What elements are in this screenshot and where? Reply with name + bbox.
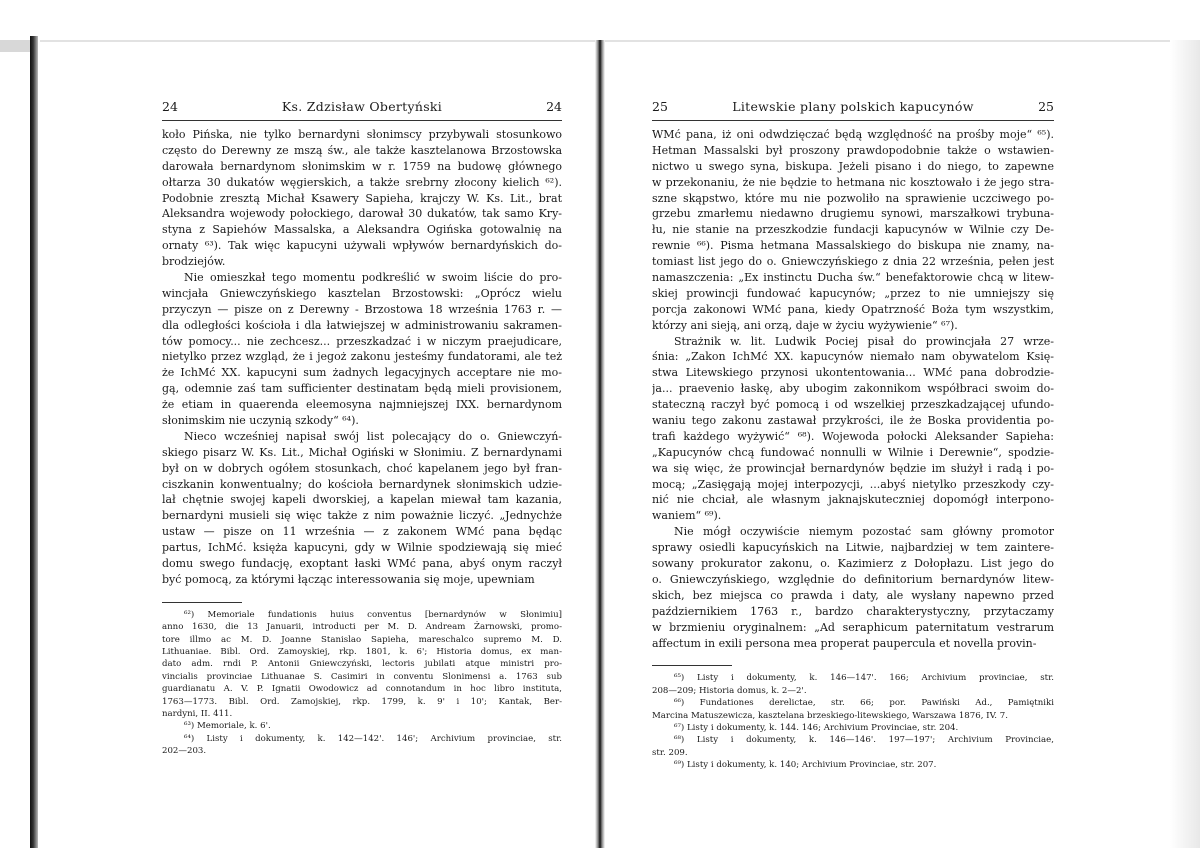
text-line: partus, IchMć. księża kapucyni, gdy w Wilnie spodziewają się mieć	[162, 541, 562, 555]
right-running-head	[652, 96, 1054, 118]
left-page	[162, 96, 562, 758]
footnote-line: ⁶⁴) Listy i dokumenty, k. 142—142'. 146'; Archivium provinciae, str.	[184, 733, 562, 744]
footnotes	[162, 609, 562, 758]
text-line: tomiast list jego do o. Gniewczyńskiego z dnia 22 września, pełen jest	[652, 255, 1054, 269]
text-line: brodziejów.	[162, 255, 226, 269]
text-line: październikiem 1763 r., bardzo charakterystyczny, przytaczamy	[652, 604, 1054, 618]
text-line: stwa Litewskiego przynosi ukontentowania... WMć pana dobrodzie-	[652, 366, 1054, 380]
footnotes	[652, 672, 1054, 771]
text-line: dla odległości kościoła i dla łatwiejszej w administrowaniu sakramen-	[162, 318, 562, 332]
text-line: przyczyn — pisze on z Derewny - Brzostowa 18 września 1763 r. —	[162, 302, 562, 316]
footnote-line: anno 1630, die 13 Januarii, introducti per M. D. Andream Żarnowski, promo-	[162, 622, 562, 633]
text-line: skiej prowincji fundować kapucynów; „przez to nie umniejszy się	[652, 286, 1054, 300]
text-line: o. Gniewczyńskiego, względnie do definitorium bernardynów litew-	[652, 572, 1054, 586]
footnote-line: Lithuaniae. Bibl. Ord. Zamoyskiej, rkp. 1801, k. 6'; Historia domus, ex man-	[162, 647, 562, 657]
book-gutter	[595, 40, 605, 848]
page-number: 25	[652, 99, 668, 114]
text-line: „Kapucynów chcą fundować nonnulli w Wilnie i Derewnie“, spodzie-	[652, 445, 1054, 459]
text-line: stateczną raczył być pomocą i od wszelkiej przeszkadzającej ufundo-	[652, 398, 1054, 412]
text-line: koło Pińska, nie tylko bernardyni słonimscy przybywali stosunkowo	[162, 128, 562, 141]
text-line: skich, bez miejsca co prawda i daty, ale wysłany napewno przed	[652, 588, 1054, 602]
right-top-edge	[605, 40, 1170, 42]
text-line: być pomocą, za którymi łącząc interessowania się moje, upewniam	[162, 572, 535, 586]
text-line: śnia: „Zakon IchMć XX. kapucynów niemało nam obywatelom Księ-	[652, 350, 1054, 364]
footnote-line: 202—203.	[162, 746, 207, 757]
text-line: ja... praevenio łaskę, aby ubogim zakonnikom współbraci swoim do-	[652, 382, 1054, 396]
text-line: styna z Sapiehów Massalska, a Aleksandra Ogińska gotowalnię na	[162, 223, 562, 237]
text-line: Hetman Massalski był proszony prawdopodobnie także o wstawien-	[652, 143, 1054, 157]
left-running-head	[162, 96, 562, 118]
header-rule	[652, 120, 1054, 121]
text-line: Strażnik w. lit. Ludwik Pociej pisał do prowincjała 27 wrze-	[674, 334, 1054, 348]
page-number: 25	[1038, 99, 1054, 114]
footnote-line: ⁶²) Memoriale fundationis huius conventus [bernardynów w Słonimiu]	[184, 609, 562, 620]
text-line: lał chętnie swojej kapeli dworskiej, a kapelan miewał tam kazania,	[162, 493, 562, 507]
footnote-line: Marcina Matuszewicza, kasztelana brzeskiego-litewskiego, Warszawa 1876, IV. 7.	[652, 710, 1008, 721]
text-line: ciszkanin konwentualny; do kościoła bernardynek słonimskich udzie-	[162, 477, 562, 491]
text-line: WMć pana, iż oni odwdzięczać będą względność na prośby moje“ ⁶⁵).	[652, 128, 1054, 141]
footnote-line: dato adm. rndi P. Antonii Gniewczyński, lectoris jubilati atque ministri pro-	[162, 659, 562, 670]
footnote-separator	[652, 665, 732, 666]
footnote-line: ⁶⁶) Fundationes derelictae, str. 66; por. Pawiński Ad., Pamiętniki	[674, 698, 1054, 709]
footnote-line: str. 209.	[652, 747, 688, 758]
text-line: że IchMć XX. kapucyni sum żadnych legacyjnych acceptare nie mo-	[162, 366, 562, 380]
page-number: 24	[162, 99, 178, 114]
text-line: Nie mógł oczywiście niemym pozostać sam główny promotor	[674, 525, 1054, 539]
text-line: rewnie ⁶⁶). Pisma hetmana Massalskiego do biskupa nie znamy, na-	[652, 239, 1054, 253]
scan-edge-top-left	[0, 40, 30, 52]
text-line: ołtarza 30 dukatów węgierskich, a także srebrny złocony kielich ⁶²).	[162, 175, 562, 189]
footnote-line: ⁶⁹) Listy i dokumenty, k. 140; Archivium Provinciae, str. 207.	[674, 760, 937, 771]
running-title: Litewskie plany polskich kapucynów	[732, 99, 974, 114]
footnote-line: ⁶⁵) Listy i dokumenty, k. 146—147'. 166; Archivium provinciae, str.	[674, 673, 1054, 684]
header-rule	[162, 120, 562, 121]
footnote-line: 208—209; Historia domus, k. 2—2'.	[652, 685, 807, 696]
text-line: nić nie chciał, ale własnym jaknajskuteczniej dopomógł interpono-	[652, 493, 1054, 507]
text-line: w przekonaniu, że nie będzie to hetmana nic kosztowało i że jego stra-	[652, 175, 1054, 189]
text-line: Podobnie zresztą Michał Ksawery Sapieha, krajczy W. Ks. Lit., brat	[162, 191, 562, 205]
text-line: bernardyni musieli się więc także z nim poważnie liczyć. „Jednychże	[162, 509, 562, 523]
right-page	[652, 96, 1054, 772]
footnote-line: ⁶⁸) Listy i dokumenty, k. 146—146'. 197—197'; Archivium Provinciae,	[674, 735, 1054, 746]
footnote-line: nardyni, II. 411.	[162, 708, 233, 719]
left-top-edge	[40, 40, 595, 42]
text-line: nictwo u swego syna, biskupa. Jeżeli pisano i do niego, to zapewne	[652, 159, 1054, 173]
footnote-line: tore illmo ac M. D. Joanne Stanislao Sapieha, mareschalco supremo M. D.	[162, 634, 562, 645]
text-line: Nieco wcześniej napisał swój list polecający do o. Gniewczyń-	[184, 429, 562, 443]
footnote-line: guardianatu A. V. P. Ignatii Owodowicz ad connotandum in hoc libro instituta,	[162, 684, 562, 695]
footnote-line: ⁶⁷) Listy i dokumenty, k. 144. 146; Archivium Provinciae, str. 204.	[674, 722, 959, 733]
body-text	[162, 127, 562, 588]
text-line: Nie omieszkał tego momentu podkreślić w swoim liście do pro-	[184, 271, 562, 285]
text-line: szne skąpstwo, które mu nie pozwoliło na sprawienie uczciwego po-	[652, 191, 1054, 205]
footnote-line: vincialis provinciae Lithuanae S. Casimiri in conventu Slonimensi a. 1763 sub	[162, 671, 562, 682]
text-line: ustaw — pisze on 11 września — z zakonem WMć pana będąc	[162, 525, 562, 539]
text-line: łu, nie stanie na przeszkodzie fundacji kapucynów w Wilnie czy De-	[652, 223, 1054, 237]
text-line: grzebu zmarłemu niedawno drugiemu synowi, marszałkowi trybuna-	[652, 207, 1054, 221]
text-line: był on w dobrych ogółem stosunkach, choć kapelanem jego był fran-	[162, 461, 562, 475]
text-line: affectum in exili persona mea properat paupercula et novella provin-	[652, 636, 1037, 650]
text-line: sowany prokurator zakonu, o. Kazimierz z Dołopłazu. List jego do	[652, 557, 1054, 571]
running-title: Ks. Zdzisław Obertyński	[281, 99, 443, 114]
text-line: darowała bernardynom słonimskim w r. 1759 na budowę głównego	[162, 159, 562, 173]
footnote-separator	[162, 602, 242, 603]
text-line: waniu tego zakonu zastawał przykrości, ile że Boska providentia po-	[652, 414, 1054, 428]
text-line: wa się więc, że prowincjał bernardynów będzie im służył i radą i po-	[652, 461, 1054, 475]
text-line: Aleksandra wojewody połockiego, darował 30 dukatów, tak samo Kry-	[162, 207, 562, 221]
text-line: namaszczenia: „Ex instinctu Ducha św.“ benefaktorowie chcą w litew-	[652, 271, 1054, 285]
text-line: słonimskim nie uczynią szkody“ ⁶⁴).	[162, 414, 359, 428]
text-line: ornaty ⁶³). Tak więc kapucyni używali wpływów bernardyńskich do-	[162, 239, 562, 253]
text-line: w brzmieniu oryginalnem: „Ad seraphicum paternitatum vestrarum	[652, 620, 1054, 634]
text-line: wincjała Gniewczyńskiego kasztelan Brzostowski: „Oprócz wielu	[162, 286, 562, 300]
footnote-line: ⁶³) Memoriale, k. 6'.	[184, 721, 271, 732]
footnote-line: 1763—1773. Bibl. Ord. Zamojskiej, rkp. 1799, k. 9' i 10'; Kantak, Ber-	[162, 696, 562, 707]
text-line: porcja zakonowi WMć pana, kiedy Opatrzność Boża tym wszystkim,	[652, 302, 1054, 316]
text-line: tów pomocy... nie zechcesz... przeszkadzać i w niczym praejudicare,	[162, 334, 562, 348]
text-line: którzy ani sieją, ani orzą, daje w życiu wyżywienie“ ⁶⁷).	[652, 318, 958, 332]
text-line: nietylko przez wzgląd, że i jegoż zakonu jesteśmy fundatorami, ale też	[162, 350, 562, 364]
right-page-edge	[1170, 40, 1200, 848]
text-line: trafi każdego wyżywić“ ⁶⁸). Wojewoda połocki Aleksander Sapieha:	[652, 429, 1054, 443]
text-line: domu swego fundację, exoptant łaski WMć pana, abyś onym raczył	[162, 557, 562, 571]
text-line: często do Derewny ze mszą św., ale także kasztelanowa Brzostowska	[162, 143, 562, 157]
text-line: waniem“ ⁶⁹).	[652, 509, 722, 523]
left-page-edge	[30, 36, 38, 848]
text-line: skiego pisarz W. Ks. Lit., Michał Ogiński w Słonimiu. Z bernardynami	[162, 445, 562, 459]
text-line: gą, odemnie zaś tam sufficienter destinatam będą mieli provisionem,	[162, 382, 562, 396]
text-line: że etiam in quaerenda eleemosyna najmniejszej IXX. bernardynom	[162, 398, 562, 412]
page-number: 24	[546, 99, 562, 114]
body-text	[652, 127, 1054, 651]
text-line: mocą; „Zasięgają mojej interpozycji, ...abyś nietylko przeszkody czy-	[652, 477, 1054, 491]
text-line: sprawy osiedli kapucyńskich na Litwie, najbardziej w tem zaintere-	[652, 541, 1054, 555]
